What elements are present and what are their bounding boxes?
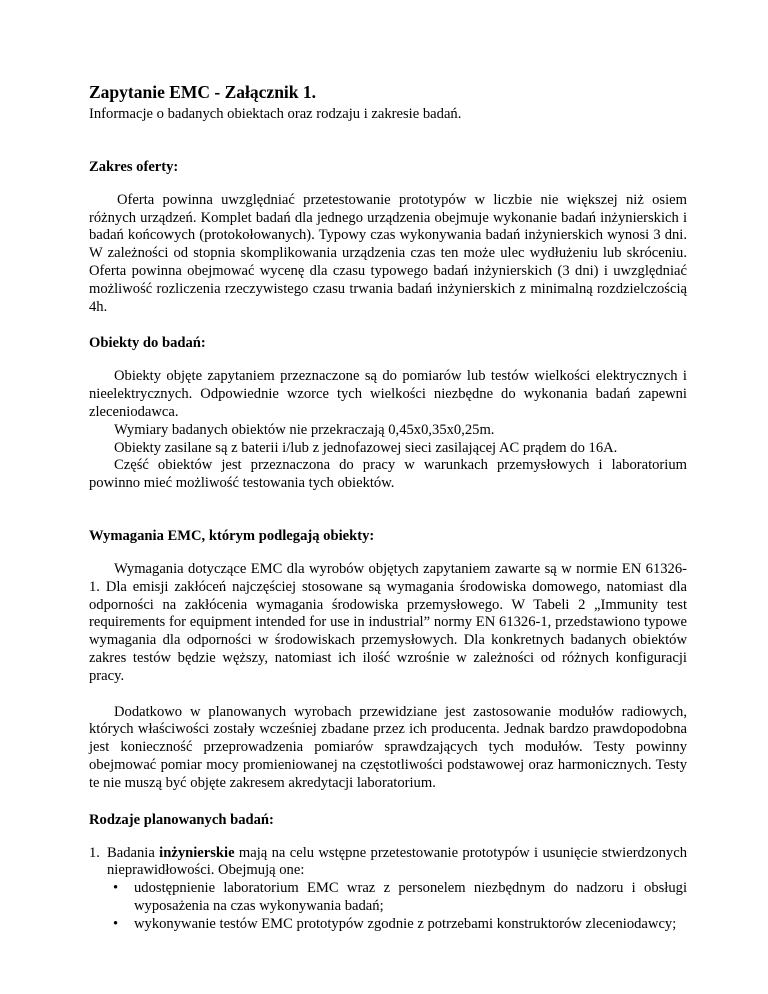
list-item-bold-term: inżynierskie: [159, 844, 235, 861]
heading-obiekty: Obiekty do badań:: [89, 335, 206, 352]
paragraph-obiekty-4: Część obiektów jest przeznaczona do pracy w warunkach przemysłowych i laboratorium powinno mieć możliwość testowania tych obiektów.: [89, 457, 687, 492]
list-item-prefix: Badania: [107, 844, 160, 861]
document-title: Zapytanie EMC - Załącznik 1.: [89, 82, 317, 102]
document-subtitle: Informacje o badanych obiektach oraz rodzaju i zakresie badań.: [89, 106, 462, 122]
paragraph-wymagania-1: Wymagania dotyczące EMC dla wyrobów objętych zapytaniem zawarte są w normie EN 61326-1. Dla emisji zakłóceń najczęściej stosowane są wymagania środowiska domowego, natomiast dla odporności na zakłócenia wymagania środowiska przemysłowego. W Tabeli 2 „Immunity test requirements for equipment intended for use in industrial” normy EN 61326-1, przedstawiono typowe wymagania dla odporności w środowiskach przemysłowych. Dla konkretnych badanych obiektów zakres testów będzie węższy, natomiast ich ilość wzrośnie w zależności od różnych konfiguracji pracy.: [89, 560, 687, 684]
list-item-suffix: mają na celu wstępne przetestowanie prototypów i usunięcie stwierdzonych nieprawidłowości. Obejmują one:: [107, 844, 688, 879]
heading-zakres-oferty: Zakres oferty:: [89, 158, 179, 175]
bullet-text: udostępnienie laboratorium EMC wraz z personelem niezbędnym do nadzoru i obsługi wyposażenia na czas wykonywania badań;: [134, 880, 687, 914]
bullet-text: wykonywanie testów EMC prototypów zgodnie z potrzebami konstruktorów zleceniodawcy;: [134, 915, 677, 932]
paragraph-obiekty-3: Obiekty zasilane są z baterii i/lub z jednofazowej sieci zasilającej AC prądem do 16A.: [114, 439, 618, 456]
bullet-item: [107, 880, 687, 916]
list-item-badania-inzynierskie: [89, 845, 687, 934]
document-page: [89, 82, 687, 934]
list-number: 1.: [89, 844, 100, 861]
bullet-item: [107, 916, 687, 934]
paragraph-zakres-oferty: Oferta powinna uwzględniać przetestowanie prototypów w liczbie nie większej niż osiem różnych urządzeń. Komplet badań dla jednego urządzenia obejmuje wykonanie badań inżynierskich i badań końcowych (protokołowanych). Typowy czas wykonywania badań inżynierskich wynosi 3 dni. W zależności od stopnia skomplikowania urządzenia czas ten może ulec wydłużeniu lub skróceniu. Oferta powinna obejmować wycenę dla czasu typowego badań inżynierskich (3 dni) i uwzględniać możliwość rozliczenia rzeczywistego czasu trwania badań inżynierskich z minimalną rozdzielczością 4h.: [89, 191, 687, 315]
heading-wymagania: Wymagania EMC, którym podlegają obiekty:: [89, 527, 375, 544]
bullet-icon: •: [113, 880, 119, 897]
bullet-list: [107, 880, 687, 933]
paragraph-obiekty-2: Wymiary badanych obiektów nie przekraczają 0,45x0,35x0,25m.: [114, 421, 495, 438]
heading-rodzaje: Rodzaje planowanych badań:: [89, 811, 274, 828]
paragraph-obiekty-1: Obiekty objęte zapytaniem przeznaczone są do pomiarów lub testów wielkości elektrycznych i nieelektrycznych. Odpowiednie wzorce tych wielkości niezbędne do wykonania badań zapewni zleceniodawca.: [89, 368, 687, 420]
paragraph-wymagania-2: Dodatkowo w planowanych wyrobach przewidziane jest zastosowanie modułów radiowych, których właściwości zostały wcześniej zbadane przez ich producenta. Jednak bardzo prawdopodobna jest konieczność przeprowadzenia pomiarów sprawdzających tych modułów. Testy powinny obejmować pomiar mocy promieniowanej na częstotliwości podstawowej oraz harmonicznych. Testy te nie muszą być objęte zakresem akredytacji laboratorium.: [89, 703, 687, 791]
bullet-icon: •: [113, 915, 119, 932]
